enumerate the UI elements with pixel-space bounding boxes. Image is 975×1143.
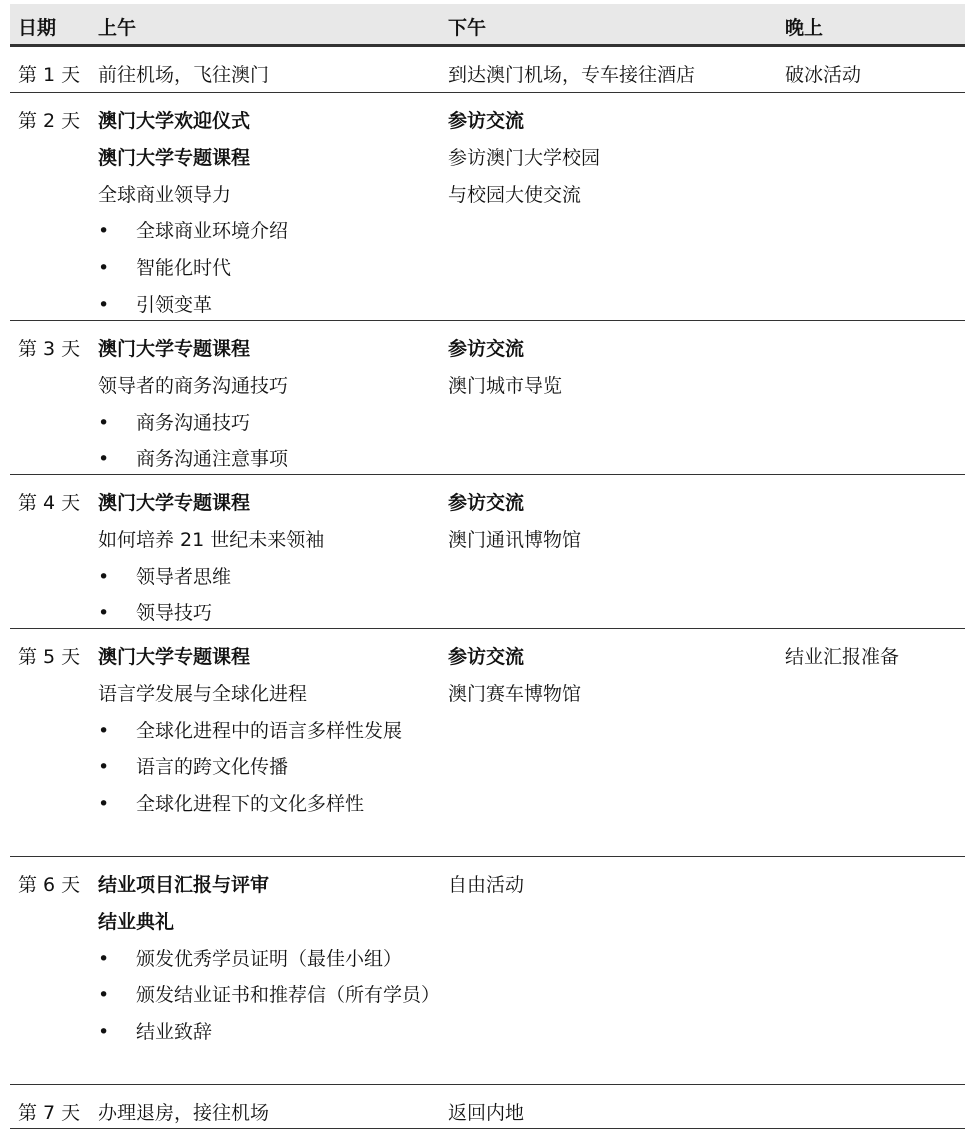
session-title: 结业项目汇报与评审 (98, 874, 270, 896)
table-row (10, 629, 965, 857)
table-body (10, 47, 965, 1129)
afternoon-cell (448, 1095, 778, 1132)
topic-list-item: • 结业致辞 (98, 1014, 441, 1051)
day-cell (18, 331, 94, 368)
day-cell (18, 867, 94, 904)
topic-list (98, 213, 443, 323)
day-label: 第 7 天 (18, 1102, 81, 1124)
session-title: 澳门大学专题课程 (98, 338, 251, 360)
topic-list-item: • 语言的跨文化传播 (98, 749, 441, 786)
topic-list-item: • 全球化进程中的语言多样性发展 (98, 713, 441, 750)
day-label: 第 5 天 (18, 646, 81, 668)
day-cell (18, 103, 94, 140)
session-title: 澳门大学专题课程 (98, 646, 251, 668)
day-label: 第 4 天 (18, 492, 81, 514)
header-evening: 晚上 (785, 17, 824, 39)
session-title: 澳门大学专题课程 (98, 146, 251, 169)
session-text: 领导者的商务沟通技巧 (98, 374, 289, 397)
morning-cell (98, 867, 443, 1051)
session-title: 澳门大学专题课程 (98, 492, 251, 514)
activity-text: 参访澳门大学校园 (448, 146, 601, 169)
table-row (10, 93, 965, 321)
header-day: 日期 (18, 17, 57, 39)
day-label: 第 1 天 (18, 64, 81, 86)
session-text: 办理退房，接往机场 (98, 1102, 270, 1124)
session-title: 澳门大学欢迎仪式 (98, 110, 251, 132)
topic-list (98, 941, 443, 1051)
afternoon-cell (448, 485, 778, 559)
topic-list-item: • 商务沟通技巧 (98, 405, 441, 442)
day-label: 第 2 天 (18, 110, 81, 132)
evening-cell (785, 639, 960, 676)
table-header (10, 4, 965, 47)
morning-cell (98, 57, 443, 94)
table-row (10, 475, 965, 629)
activity-title: 参访交流 (448, 646, 525, 668)
table-row (10, 47, 965, 93)
session-title: 结业典礼 (98, 910, 175, 933)
topic-list (98, 713, 443, 823)
evening-activity: 结业汇报准备 (785, 646, 900, 668)
morning-cell (98, 103, 443, 324)
day-label: 第 6 天 (18, 874, 81, 896)
table-row (10, 321, 965, 475)
morning-cell (98, 1095, 443, 1132)
activity-text: 返回内地 (448, 1102, 525, 1124)
topic-list-item: • 引领变革 (98, 287, 441, 324)
activity-title: 参访交流 (448, 492, 525, 514)
activity-text: 澳门城市导览 (448, 374, 563, 397)
header-morning: 上午 (98, 17, 137, 39)
table-row (10, 1085, 965, 1129)
afternoon-cell (448, 103, 778, 213)
session-text: 语言学发展与全球化进程 (98, 682, 308, 705)
itinerary-table (10, 4, 965, 1129)
afternoon-cell (448, 639, 778, 713)
afternoon-cell (448, 57, 778, 94)
session-text: 前往机场，飞往澳门 (98, 64, 270, 86)
day-cell (18, 1095, 94, 1132)
evening-cell (785, 57, 960, 94)
activity-text: 与校园大使交流 (448, 183, 582, 206)
activity-title: 参访交流 (448, 338, 525, 360)
day-label: 第 3 天 (18, 338, 81, 360)
topic-list-item: • 商务沟通注意事项 (98, 441, 441, 478)
activity-text: 到达澳门机场，专车接往酒店 (448, 64, 696, 86)
morning-cell (98, 639, 443, 823)
morning-cell (98, 485, 443, 632)
activity-text: 澳门通讯博物馆 (448, 528, 582, 551)
topic-list-item: • 颁发优秀学员证明（最佳小组） (98, 941, 441, 978)
evening-activity: 破冰活动 (785, 64, 862, 86)
table-row (10, 857, 965, 1085)
topic-list-item: • 全球化进程下的文化多样性 (98, 786, 441, 823)
topic-list-item: • 全球商业环境介绍 (98, 213, 441, 250)
activity-text: 自由活动 (448, 874, 525, 896)
topic-list (98, 405, 443, 479)
topic-list-item: • 领导者思维 (98, 559, 441, 596)
morning-cell (98, 331, 443, 478)
topic-list (98, 559, 443, 633)
session-text: 全球商业领导力 (98, 183, 232, 206)
topic-list-item: • 领导技巧 (98, 595, 441, 632)
afternoon-cell (448, 331, 778, 405)
afternoon-cell (448, 867, 778, 904)
header-afternoon: 下午 (448, 17, 487, 39)
day-cell (18, 57, 94, 94)
session-text: 如何培养 21 世纪未来领袖 (98, 528, 325, 551)
activity-title: 参访交流 (448, 110, 525, 132)
topic-list-item: • 颁发结业证书和推荐信（所有学员） (98, 977, 441, 1014)
topic-list-item: • 智能化时代 (98, 250, 441, 287)
activity-text: 澳门赛车博物馆 (448, 682, 582, 705)
day-cell (18, 485, 94, 522)
day-cell (18, 639, 94, 676)
